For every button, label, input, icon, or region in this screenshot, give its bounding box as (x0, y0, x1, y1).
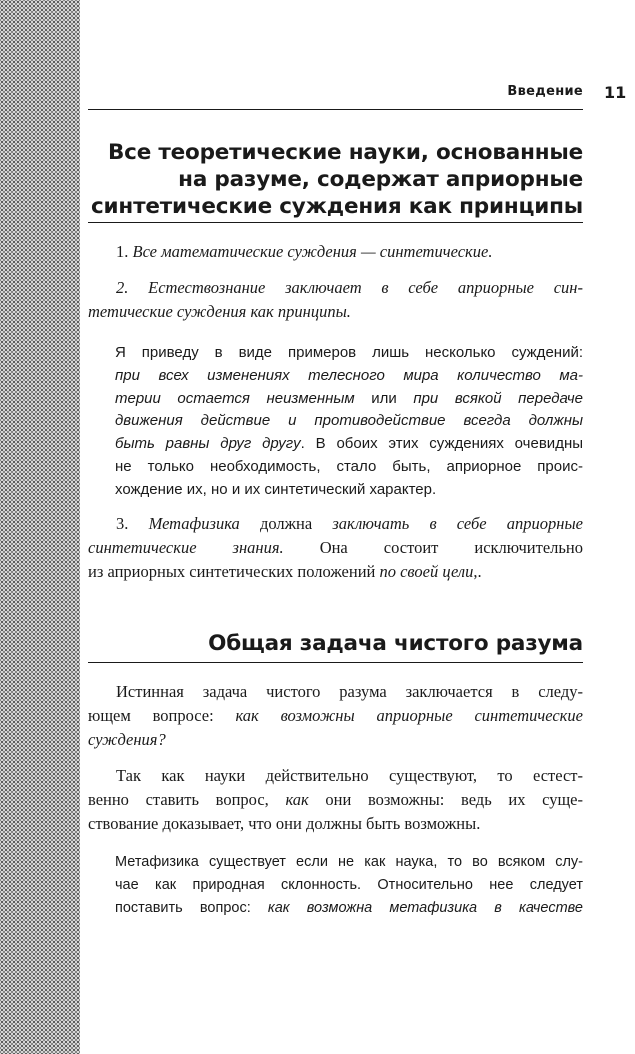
section-heading-theoretical-sciences (88, 139, 583, 220)
italic-text: как (285, 790, 309, 809)
italic-text: тетические суждения как принципы. (88, 302, 351, 321)
running-head: Введение (507, 84, 583, 99)
paragraph-true-task: Истинная задача чистого разума заключается в следу- ющем вопросе: как возможны априорные синтетические суждения? (88, 682, 583, 749)
italic-text: Метафизика (148, 514, 240, 533)
italic-text: терии остается неизменным (115, 389, 355, 407)
italic-text: как возможны априорные синтетические (235, 706, 583, 725)
italic-text: как возможна метафизика в качестве (267, 899, 583, 916)
quote-line: Метафизика существует если не как наука, то во всяком слу- (115, 854, 583, 870)
italic-text: при всех изменениях телесного мира количество ма- (115, 366, 583, 384)
heading-rule (88, 222, 583, 223)
italic-text: быть равны друг другу (115, 435, 301, 453)
page-number: 11 (604, 83, 627, 102)
heading-line: синтетические суждения как принципы (91, 194, 583, 219)
paragraph-number: 1. (116, 242, 133, 261)
italic-text: по своей цели (379, 562, 474, 581)
quotation-block-1: Я приведу в виде примеров лишь несколько суждений: при всех изменениях телесного мира количество ма- терии остается неизменным или при всякой передаче движения действие и противодействие всегда должны быть равны друг другу. В обоих этих суждениях очевидны не только необходимость, стало быть, априорное проис- хождение их, но и их синтетический характер. (115, 342, 583, 502)
heading-line: на разуме, содержат априорные (178, 167, 583, 192)
quote-line: хождение их, но и их синтетический характер. (115, 480, 437, 498)
italic-text: 2. Естествознание заключает в себе априорные син- (116, 278, 583, 297)
heading-line: Все теоретические науки, основанные (108, 140, 583, 165)
italic-text: движения действие и противодействие всегда должны (115, 412, 583, 430)
italic-text: синтетические знания. (88, 538, 284, 557)
numbered-paragraph-3: 3. Метафизика должна заключать в себе априорные синтетические знания. Она состоит исключительно из априорных синтетических положений по своей цели,. (88, 514, 583, 581)
heading-rule (88, 662, 583, 663)
italic-text: суждения? (88, 730, 166, 749)
section-heading-general-task: Общая задача чистого разума (208, 631, 583, 656)
paragraph-sciences-exist: Так как науки действительно существуют, то естест- венно ставить вопрос, как они возможны: ведь их суще- ствование доказывает, что они должны быть возможны. (88, 766, 583, 833)
quote-line: Я приведу в виде примеров лишь несколько суждений: (115, 344, 583, 361)
numbered-paragraph-1 (88, 240, 583, 264)
italic-text: заключать в себе априорные (332, 514, 583, 533)
quote-line: не только необходимость, стало быть, априорное проис- (115, 457, 583, 475)
numbered-paragraph-2 (88, 276, 583, 324)
quote-line: чае как природная склонность. Относительно нее следует (115, 876, 583, 893)
header-rule (88, 109, 583, 110)
italic-text: при всякой передаче (413, 389, 584, 407)
page-edge-shading (0, 0, 80, 1054)
quotation-block-2: Метафизика существует если не как наука, то во всяком слу- чае как природная склонность. Относительно нее следует поставить вопрос: как возможна метафизика в качестве (115, 851, 583, 919)
italic-text: Все математические суждения — синтетические. (132, 242, 493, 261)
